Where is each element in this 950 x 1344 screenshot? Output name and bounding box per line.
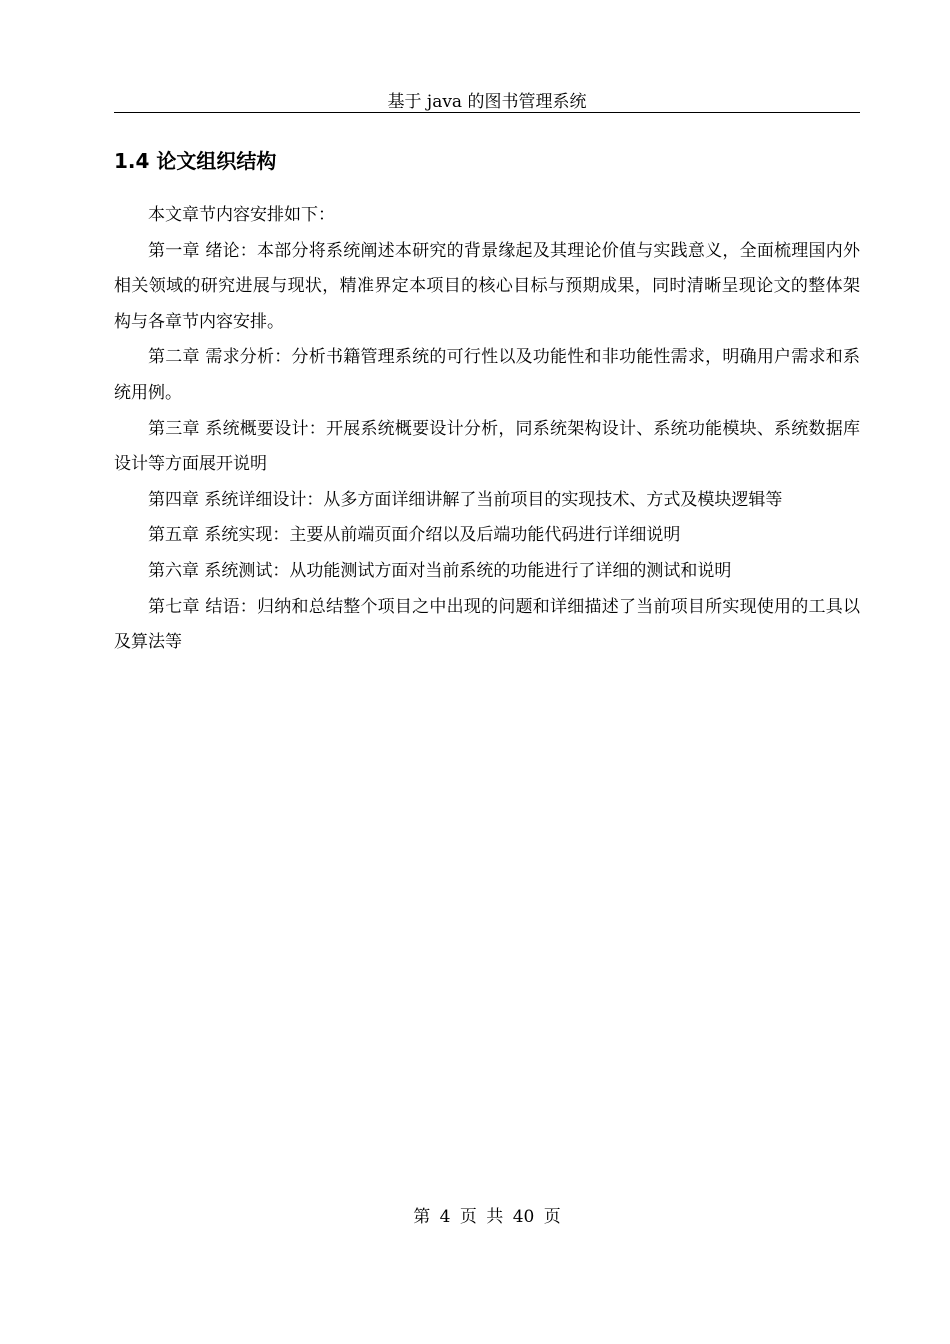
running-header: 基于 java 的图书管理系统 [387,92,587,112]
chapter-5-paragraph: 第五章 系统实现：主要从前端页面介绍以及后端功能代码进行详细说明 [148,525,681,546]
chapter-6-paragraph: 第六章 系统测试：从功能测试方面对当前系统的功能进行了详细的测试和说明 [148,560,732,581]
chapter-1-paragraph: 第一章 绪论：本部分将系统阐述本研究的背景缘起及其理论价值与实践意义，全面梳理国内外相关领域的研究进展与现状，精准界定本项目的核心目标与预期成果，同时清晰呈现论文的整体架构与各章节内容安排。 [114,240,860,332]
intro-paragraph: 本文章节内容安排如下： [148,205,335,225]
chapter-7-paragraph: 第七章 结语：归纳和总结整个项目之中出现的问题和详细描述了当前项目所实现使用的工具以及算法等 [114,596,860,653]
chapter-2-paragraph: 第二章 需求分析：分析书籍管理系统的可行性以及功能性和非功能性需求，明确用户需求和系统用例。 [114,347,860,403]
header-rule [114,112,860,113]
chapter-4-paragraph: 第四章 系统详细设计：从多方面详细讲解了当前项目的实现技术、方式及模块逻辑等 [148,489,783,510]
body-text [114,198,860,661]
section-heading: 1.4 论文组织结构 [114,149,277,173]
page-number-footer: 第 4 页 共 40 页 [413,1207,561,1227]
chapter-3-paragraph: 第三章 系统概要设计：开展系统概要设计分析，同系统架构设计、系统功能模块、系统数据库设计等方面展开说明 [114,418,860,475]
